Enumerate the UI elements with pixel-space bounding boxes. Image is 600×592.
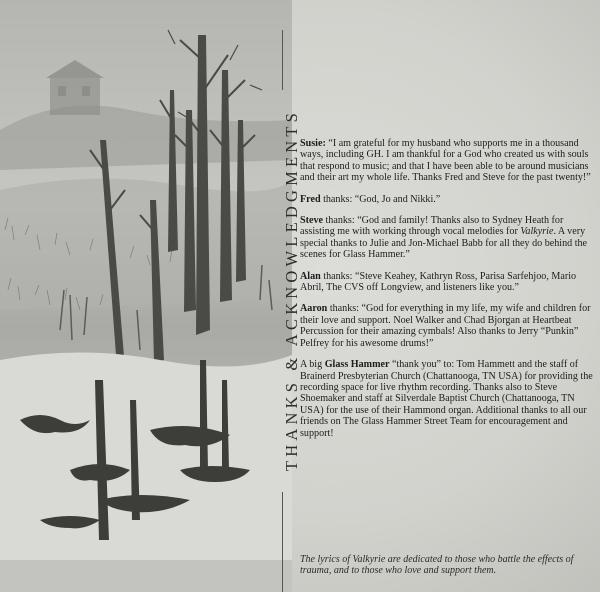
thanks-text: thanks: “Steve Keahey, Kathryn Ross, Parisa Sarfehjoo, Mario Abril, The CVS off Longview, and listeners like you.” [300,270,577,294]
thanks-text: . A very special thanks to Julie and Jon-Michael Babb for all they do behind the scenes for Glass Hammer.” [300,226,588,261]
thanks-paragraph-alan [300,271,594,294]
album-title: Valkyrie [520,226,554,238]
thanks-paragraph-steve [300,215,594,261]
divider-line-bottom [282,492,283,592]
dedication-note: The lyrics of Valkyrie are dedicated to those who battle the effects of trauma, and to those who love and support them. [300,554,574,577]
thanks-name: Aaron [300,303,328,315]
thanks-name: Fred [300,193,321,205]
thanks-text: A big [300,359,325,371]
thanks-text: “I am grateful for my husband who supports me in a thousand ways, including GH. I am thankful for a God who created us with souls that respond to music; and that I have been able to be around musicians and their art my whole life. Thanks Fred and Steve for the past twenty!” [300,138,591,184]
thanks-text: thanks: “God and family! Thanks also to Sydney Heath for assisting me with working through vocal melodies for [300,215,564,238]
thanks-text: thanks: “God, Jo and Nikki.” [320,193,441,205]
thanks-name: Alan [300,270,321,282]
thanks-name: Glass Hammer [324,359,390,371]
thanks-paragraph-glass-hammer [300,359,594,439]
acknowledgements-body [300,138,594,449]
thanks-text: “thank you” to: Tom Hammett and the staff of Brainerd Presbyterian Church (Chattanooga, TN USA) for providing the recording space for live rhythm recording. Thanks also to Steve Shoemaker and staff at Silverdale Baptist Church (Chattanooga, TN USA) for the use of their Hammond organ. Additional thanks to all our friends on The Glass Hammer Street Team for encouragement and support! [300,359,593,439]
thanks-paragraph-fred [300,194,594,205]
thanks-paragraph-susie [300,138,594,184]
thanks-name: Steve [300,215,323,227]
thanks-name: Susie: [300,138,326,149]
thanks-text: thanks: “God for everything in my life, my wife and children for their love and support. Noel Walker and Chad Bjorgan at Heartbeat Percussion for their amazing cymbals! Also thanks to Jerry “Punkin” Pelfrey for his awesome drums!” [300,303,591,349]
section-title: THANKS & ACKNOWLEDGMENTS [282,108,301,472]
landscape-photo [0,0,292,592]
divider-line-top [282,30,283,90]
thanks-paragraph-aaron [300,303,594,349]
